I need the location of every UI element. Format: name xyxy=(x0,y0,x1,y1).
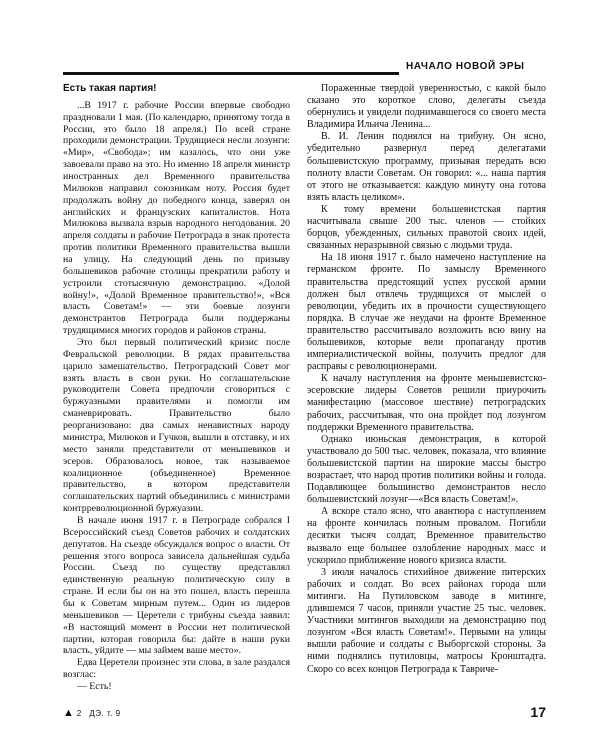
paragraph: К началу наступления на фронте меньшевистско-эсеровские лидеры Советов решили приурочить манифестацию (массовое шествие) петроградских рабочих, рассчитывая, что она пройдет под лозунгом поддержки Временного правительства. xyxy=(307,373,546,433)
section-label: НАЧАЛО НОВОЙ ЭРЫ xyxy=(406,61,525,72)
paragraph: Это был первый политический кризис после Февральской революции. В рядах правительства царило замешательство. Петроградский Совет мог взять власть в свои руки. Но соглашательские руководители Совета предпочли сговориться с буржуазными правителями и помогли им сманеврировать. Правительство было реорганизовано: два самых ненавистных народу министра, Милюков и Гучков, вышли в отставку, и их место заняли представители от меньшевиков и эсеров. Образовалось новое, так называемое коалиционное (объединенное) Временное правительство, в котором представители соглашательских партий объединились с министрами контрреволюционной буржуазии. xyxy=(63,337,290,515)
left-column xyxy=(63,83,290,693)
paragraph: Едва Церетели произнес эти слова, в зале раздался возглас: xyxy=(63,657,290,681)
printer-signature xyxy=(63,707,121,719)
paragraph: В начале июня 1917 г. в Петрограде собрался I Всероссийский съезд Советов рабочих и солдатских депутатов. На съезде обсуждался вопрос о власти. От решения этого вопроса зависела дальнейшая судьба России. Съезд по существу представлял единственную реальную политическую силу в стране. И если бы он на это пошел, власть перешла бы к Советам мирным путем... Один из лидеров меньшевиков — Церетели с трибуны съезда заявил: «В настоящий момент в России нет политической партии, которая говорила бы: дайте в наши руки власть, уйдите — мы займем ваше место». xyxy=(63,514,290,657)
paragraph: 3 июля началось стихийное движение питерских рабочих и солдат. Во всех районах города шли митинги. На Путиловском заводе в митинге, длившемся 7 часов, приняли участие 25 тыс. человек. Участники митингов выходили на демонстрацию под лозунгом «Вся власть Советам!». Первыми на улицы вышли рабочие и солдаты с Выборгской стороны. За ними поднялись путиловцы, матросы Кронштадта. Скоро со всех концов Петрограда к Тавриче- xyxy=(307,566,546,675)
paragraph: А вскоре стало ясно, что авантюра с наступлением на фронте кончилась полным провалом. Погибли десятки тысяч солдат, Временное правительство вызвало еще большее озлобление народных масс и ускорило приближение нового кризиса власти. xyxy=(307,506,546,566)
paragraph: — Есть! xyxy=(77,680,112,692)
signature-code: ДЭ. т. 9 xyxy=(89,709,121,718)
paragraph: ...В 1917 г. рабочие России впервые свободно праздновали 1 мая. (По календарю, принятому тогда в России, это было 18 апреля.) По всей стране проходили демонстрации. Трудящиеся несли лозунги: «Мир», «Свобода»; им казалось, что они уже завоевали право на это. Но именно 18 апреля министр иностранных дел Временного правительства Милюков направил союзникам ноту. Россия будет продолжать войну до победного конца, заверял он английских и французских капиталистов. Нота Милюкова вызвала взрыв народного негодования. 20 апреля солдаты и рабочие Петрограда в знак протеста против политики Временного правительства вышли на улицу. На следующий день по призыву большевиков рабочие столицы прекратили работу и устроили стотысячную демонстрацию. «Долой войну!», «Долой Временное правительство!», «Вся власть Советам!» — эти боевые лозунги демонстрантов Петрограда были поддержаны трудящимися многих городов и районов страны. xyxy=(63,99,290,337)
paragraph: На 18 июня 1917 г. было намечено наступление на германском фронте. По замыслу Временного правительства предстоящий успех русской армии должен был отвлечь трудящихся от мыслей о революции, убедить их в прочности существующего порядка. В случае же неудачи на фронте Временное правительство рассчитывало возложить всю вину на большевиков, которые вели пропаганду против империалистической войны, получить предлог для расправы с революционерами. xyxy=(307,252,546,373)
page-number: 17 xyxy=(530,704,546,720)
article-heading: Есть такая партия! xyxy=(63,83,157,94)
paragraph: В. И. Ленин поднялся на трибуну. Он ясно, убедительно развернул перед делегатами большевистскую программу, призывая передать всю полноту власти Советам. Он говорил: «... наша партия от этого не отказывается: каждую минуту она готова взять власть целиком». xyxy=(307,131,546,203)
triangle-marker-icon: ▲ xyxy=(63,707,74,719)
paragraph: К тому времени большевистская партия насчитывала свыше 200 тыс. членов — стойких борцов, убежденных, сильных правотой своих идей, связанных неразрывной связью с людьми труда. xyxy=(307,203,546,252)
header-rule xyxy=(63,72,399,75)
signature-number: 2 xyxy=(76,709,82,718)
page-footer xyxy=(63,705,546,721)
paragraph: Однако июньская демонстрация, в которой участвовало до 500 тыс. человек, показала, что влияние большевистской партии на широкие массы быстро возрастает, что народ против политики войны и голода. Подавляющее большинство демонстрантов несло большевистский лозунг—«Вся власть Советам!». xyxy=(307,433,546,506)
paragraph: Пораженные твердой уверенностью, с какой было сказано это короткое слово, делегаты съезда обернулись и увидели поднимавшегося со своего места Владимира Ильича Ленина... xyxy=(307,83,546,131)
right-column xyxy=(307,83,546,676)
